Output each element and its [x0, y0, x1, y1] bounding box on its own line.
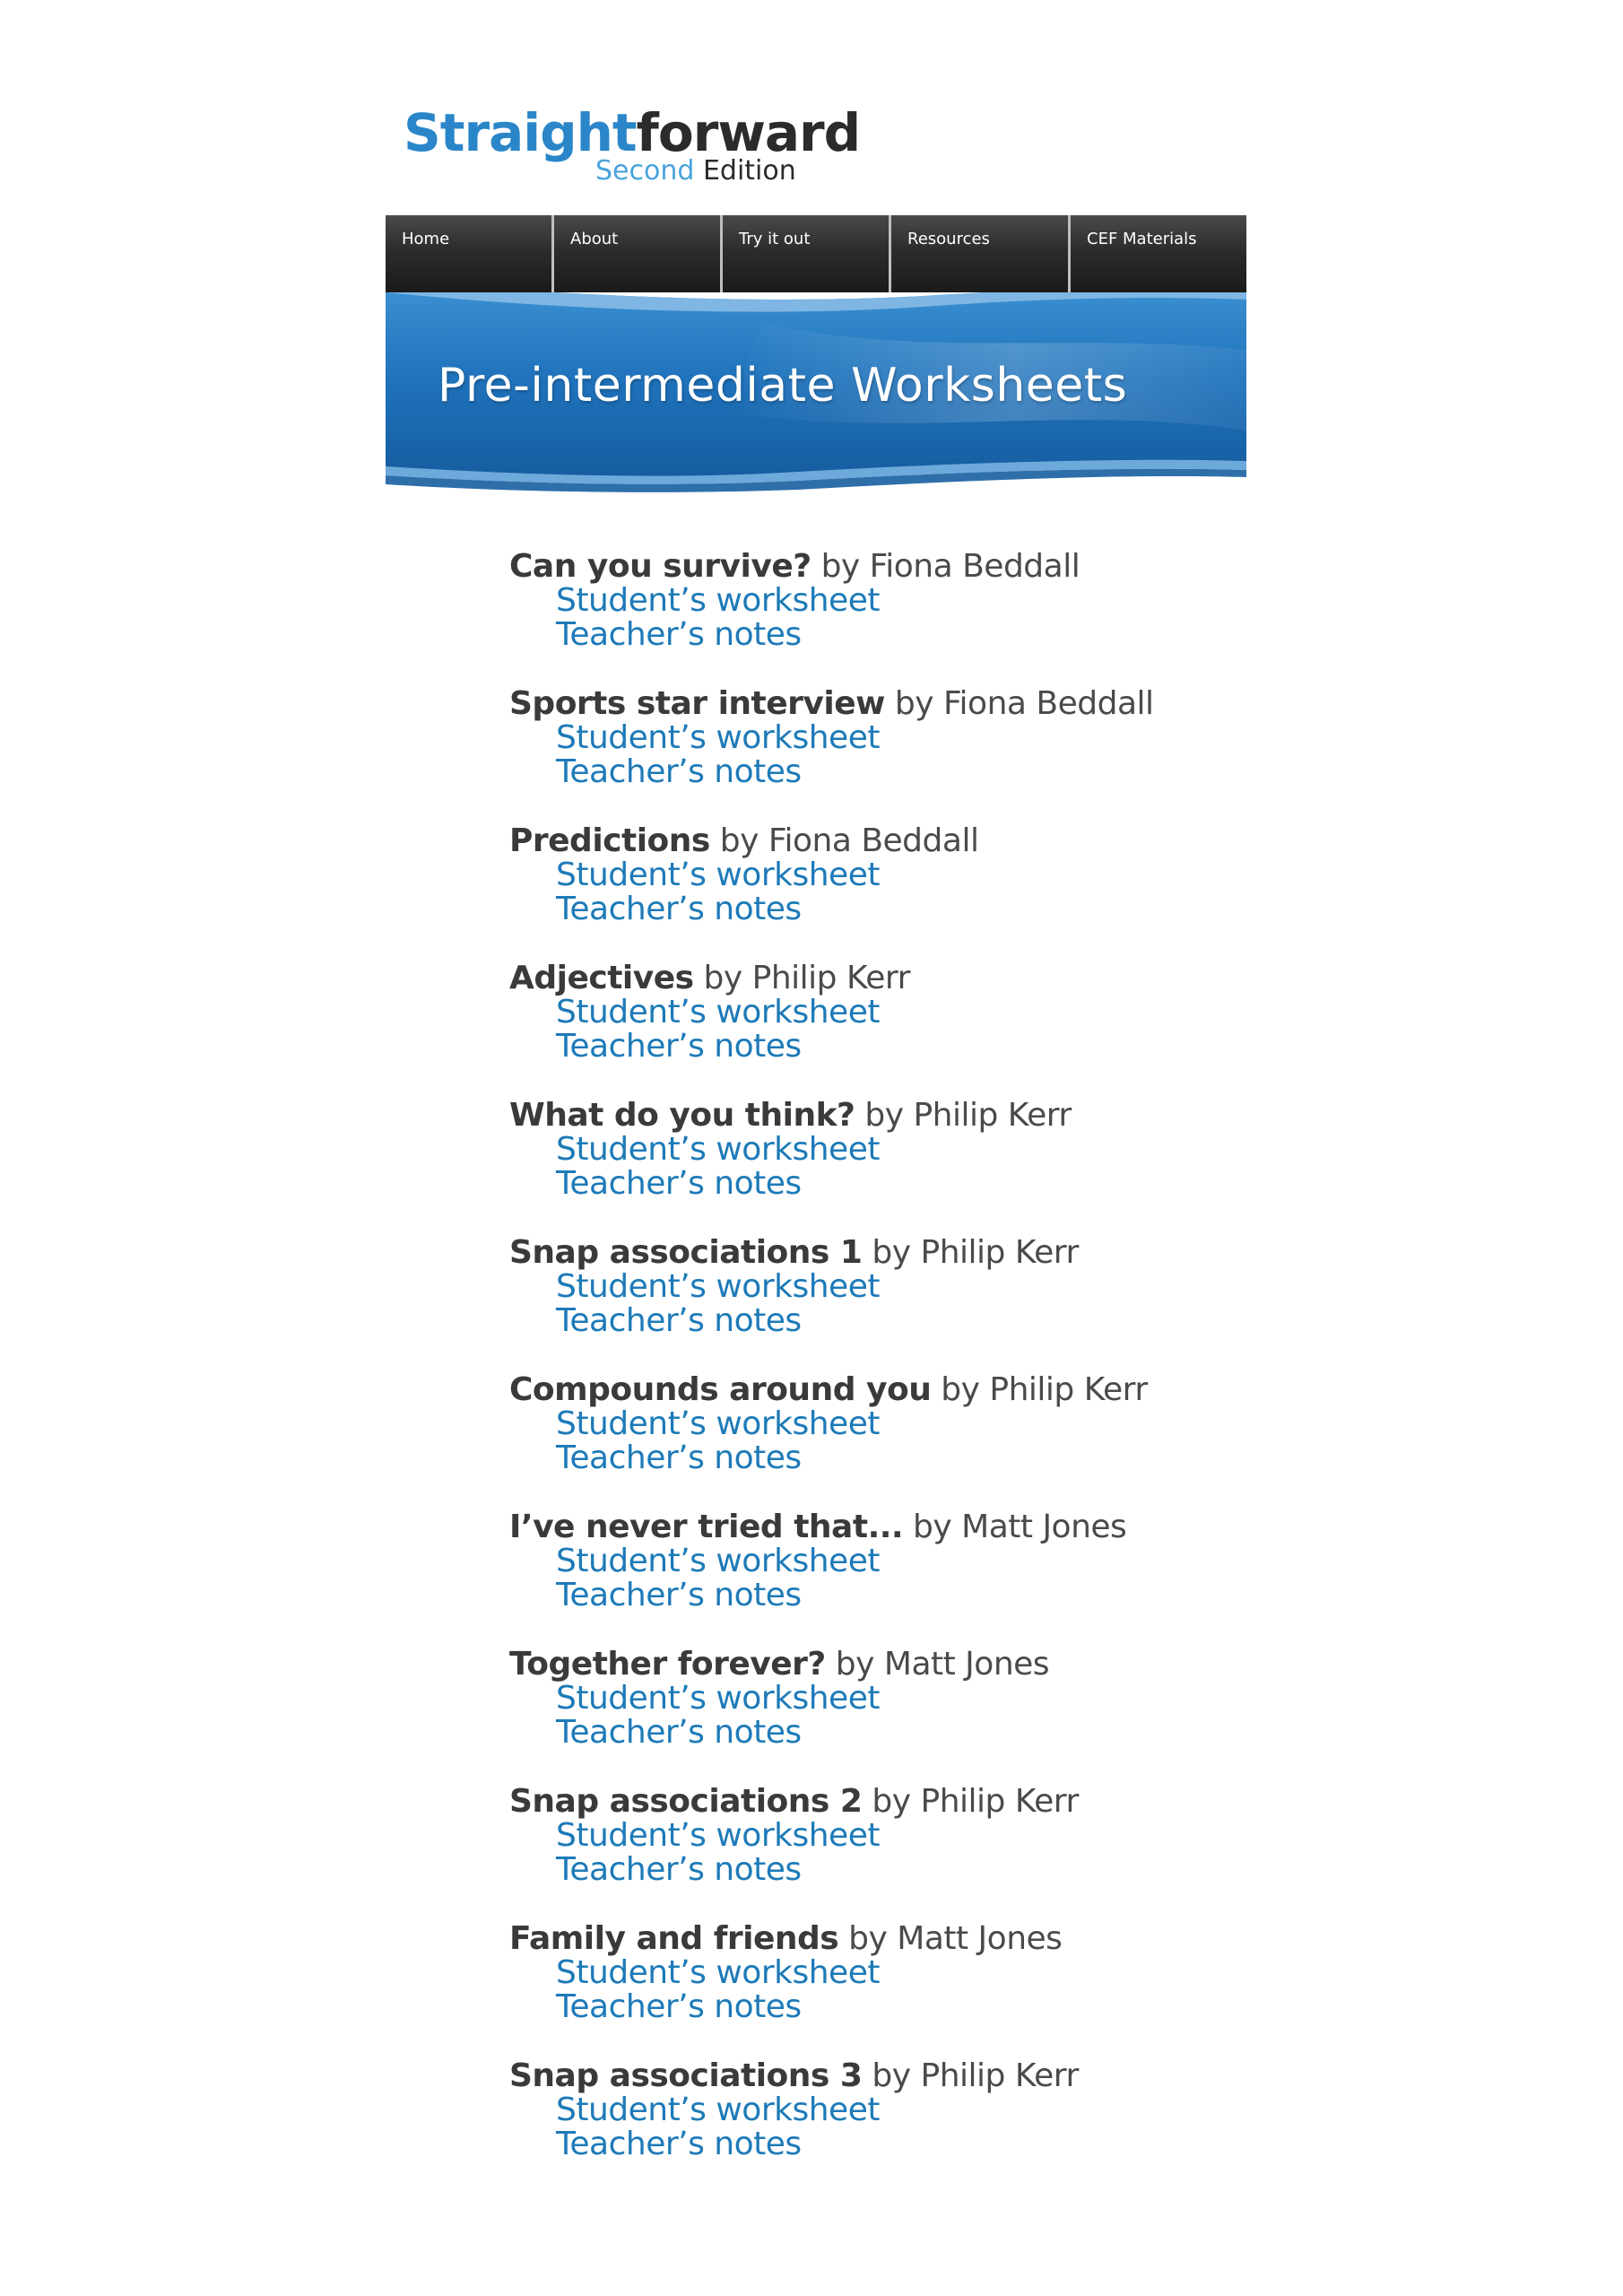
- page-banner: [386, 269, 1246, 495]
- student-worksheet-link[interactable]: Student’s worksheet: [556, 1131, 880, 1168]
- logo-second: Second: [595, 155, 695, 187]
- student-worksheet-link[interactable]: Student’s worksheet: [556, 1543, 880, 1579]
- worksheet-entry: [509, 1233, 1245, 1370]
- student-worksheet-link[interactable]: Student’s worksheet: [556, 994, 880, 1031]
- worksheet-entry: [509, 1370, 1245, 1508]
- worksheet-author: by Matt Jones: [835, 1646, 1050, 1683]
- worksheet-entry: [509, 1508, 1245, 1645]
- worksheet-list: [509, 547, 1245, 2194]
- worksheet-entry: [509, 2057, 1245, 2194]
- teacher-notes-link[interactable]: Teacher’s notes: [556, 616, 802, 653]
- worksheet-entry: [509, 547, 1245, 684]
- student-worksheet-link[interactable]: Student’s worksheet: [556, 2092, 880, 2128]
- site-logo[interactable]: [404, 102, 861, 193]
- teacher-notes-link[interactable]: Teacher’s notes: [556, 1439, 802, 1476]
- worksheet-author: by Matt Jones: [913, 1509, 1127, 1545]
- worksheet-author: by Philip Kerr: [864, 1097, 1072, 1134]
- worksheet-title: Snap associations 1: [509, 1234, 863, 1271]
- student-worksheet-link[interactable]: Student’s worksheet: [556, 1268, 880, 1305]
- nav-about[interactable]: About: [554, 215, 723, 292]
- student-worksheet-link[interactable]: Student’s worksheet: [556, 1405, 880, 1442]
- teacher-notes-link[interactable]: Teacher’s notes: [556, 1988, 802, 2025]
- student-worksheet-link[interactable]: Student’s worksheet: [556, 1817, 880, 1854]
- teacher-notes-link[interactable]: Teacher’s notes: [556, 753, 802, 790]
- worksheet-title: I’ve never tried that...: [509, 1509, 904, 1545]
- worksheet-entry: [509, 822, 1245, 959]
- worksheet-entry: [509, 1096, 1245, 1233]
- logo-wordmark: [404, 103, 860, 162]
- main-nav: [386, 215, 1246, 292]
- worksheet-author: by Philip Kerr: [872, 2057, 1079, 2094]
- logo-forward: forward: [636, 102, 861, 163]
- worksheet-title: Sports star interview: [509, 685, 885, 722]
- page-title: Pre-intermediate Worksheets: [438, 359, 1128, 413]
- worksheet-entry: [509, 684, 1245, 822]
- worksheet-author: by Philip Kerr: [941, 1371, 1148, 1408]
- nav-home[interactable]: Home: [386, 215, 554, 292]
- logo-straight: Straight: [404, 102, 637, 163]
- worksheet-title: Predictions: [509, 822, 710, 859]
- worksheet-title: Compounds around you: [509, 1371, 932, 1408]
- student-worksheet-link[interactable]: Student’s worksheet: [556, 857, 880, 893]
- teacher-notes-link[interactable]: Teacher’s notes: [556, 1165, 802, 1202]
- worksheet-title: Snap associations 2: [509, 1783, 863, 1820]
- teacher-notes-link[interactable]: Teacher’s notes: [556, 1577, 802, 1613]
- logo-edition: Edition: [702, 155, 796, 187]
- student-worksheet-link[interactable]: Student’s worksheet: [556, 1680, 880, 1717]
- teacher-notes-link[interactable]: Teacher’s notes: [556, 1028, 802, 1065]
- nav-resources[interactable]: Resources: [891, 215, 1071, 292]
- worksheet-entry: [509, 1782, 1245, 1919]
- worksheet-author: by Matt Jones: [848, 1920, 1063, 1957]
- teacher-notes-link[interactable]: Teacher’s notes: [556, 1714, 802, 1751]
- worksheet-author: by Philip Kerr: [872, 1783, 1079, 1820]
- teacher-notes-link[interactable]: Teacher’s notes: [556, 1851, 802, 1888]
- nav-try-it-out[interactable]: Try it out: [723, 215, 891, 292]
- teacher-notes-link[interactable]: Teacher’s notes: [556, 1302, 802, 1339]
- worksheet-author: by Philip Kerr: [872, 1234, 1079, 1271]
- worksheet-title: Adjectives: [509, 960, 694, 996]
- logo-edition-line: [595, 155, 796, 187]
- worksheet-author: by Fiona Beddall: [719, 822, 979, 859]
- worksheet-entry: [509, 959, 1245, 1096]
- worksheet-title: Can you survive?: [509, 548, 812, 585]
- teacher-notes-link[interactable]: Teacher’s notes: [556, 2126, 802, 2162]
- worksheet-author: by Fiona Beddall: [820, 548, 1081, 585]
- page: [386, 0, 1246, 2296]
- worksheet-entry: [509, 1645, 1245, 1782]
- worksheet-title: Snap associations 3: [509, 2057, 863, 2094]
- worksheet-title: Family and friends: [509, 1920, 839, 1957]
- worksheet-title: Together forever?: [509, 1646, 826, 1683]
- teacher-notes-link[interactable]: Teacher’s notes: [556, 891, 802, 927]
- worksheet-title: What do you think?: [509, 1097, 855, 1134]
- student-worksheet-link[interactable]: Student’s worksheet: [556, 719, 880, 756]
- nav-cef-materials[interactable]: CEF Materials: [1071, 215, 1246, 292]
- worksheet-author: by Fiona Beddall: [894, 685, 1154, 722]
- student-worksheet-link[interactable]: Student’s worksheet: [556, 582, 880, 619]
- worksheet-author: by Philip Kerr: [703, 960, 910, 996]
- student-worksheet-link[interactable]: Student’s worksheet: [556, 1954, 880, 1991]
- worksheet-entry: [509, 1919, 1245, 2057]
